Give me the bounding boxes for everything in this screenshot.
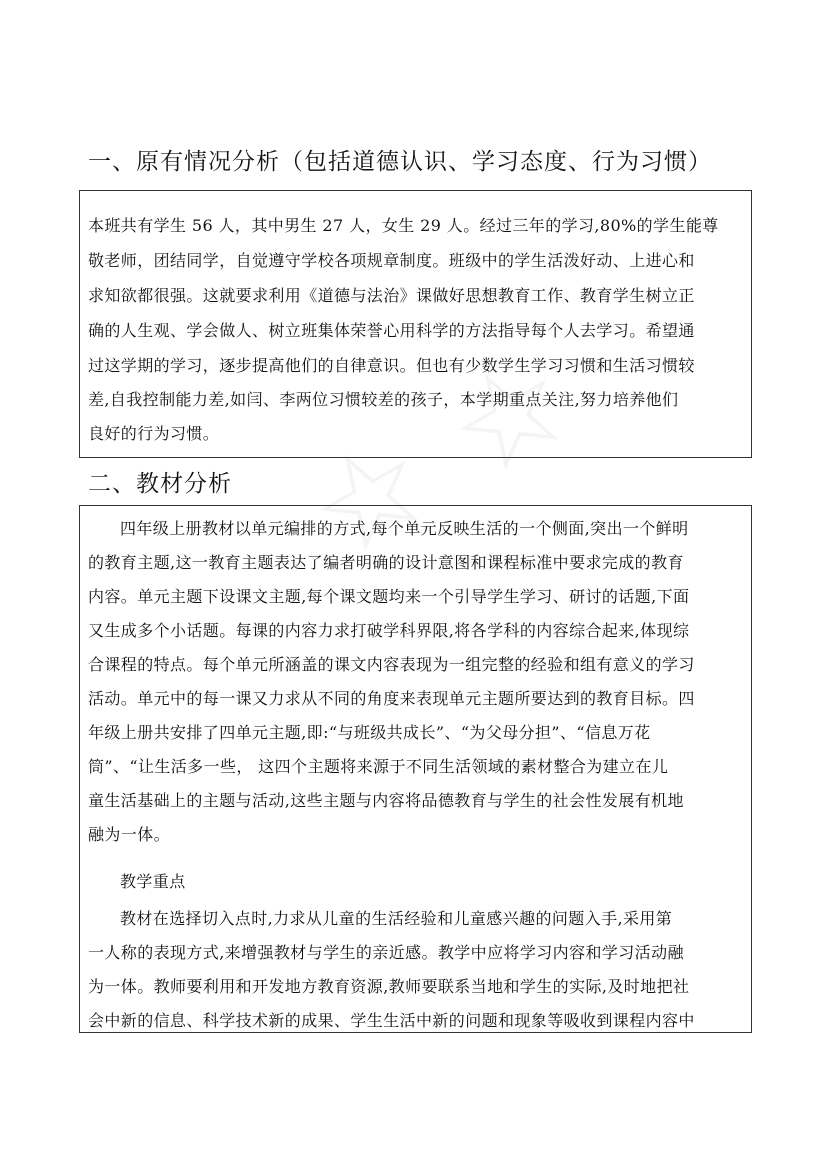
paragraph-line: 筒”、“让生活多一些， 这四个主题将来源于不同生活领域的素材整合为建立在儿: [88, 757, 669, 776]
paragraph-line: 活动。单元中的每一课又力求从不同的角度来表现单元主题所要达到的教育目标。四: [88, 689, 695, 708]
section-1-heading: 一、原有情况分析（包括道德认识、学习态度、行为习惯）: [88, 149, 712, 175]
paragraph-line: 四年级上册教材以单元编排的方式,每个单元反映生活的一个侧面,突出一个鲜明: [120, 519, 689, 538]
paragraph-line: 求知欲都很强。这就要求利用《道德与法治》课做好思想教育工作、教育学生树立正: [88, 286, 695, 305]
section-1-textbox: [79, 190, 752, 458]
paragraph-line: 差,自我控制能力差,如闫、李两位习惯较差的孩子，本学期重点关注,努力培养他们: [88, 390, 679, 409]
paragraph-line: 良好的行为习惯。: [88, 424, 220, 443]
paragraph-line: 合课程的特点。每个单元所涵盖的课文内容表现为一组完整的经验和组有意义的学习: [88, 655, 695, 674]
paragraph-line: 确的人生观、学会做人、树立班集体荣誉心用科学的方法指导每个人去学习。希望通: [88, 321, 695, 340]
paragraph-line: 敬老师，团结同学，自觉遵守学校各项规章制度。班级中的学生活泼好动、上进心和: [88, 251, 695, 270]
paragraph-line: 的教育主题,这一教育主题表达了编者明确的设计意图和课程标准中要求完成的教育: [88, 553, 684, 572]
paragraph-line: 内容。单元主题下设课文主题,每个课文题均来一个引导学生学习、研讨的话题,下面: [88, 587, 690, 606]
paragraph-line: 过这学期的学习，逐步提高他们的自律意识。但也有少数学生学习习惯和生活习惯较: [88, 356, 695, 375]
paragraph-line: 又生成多个小话题。每课的内容力求打破学科界限,将各学科的内容综合起来,体现综: [88, 621, 690, 640]
section-2-heading: 二、教材分析: [88, 471, 232, 497]
paragraph-line: 本班共有学生 56 人，其中男生 27 人，女生 29 人。经过三年的学习,80%的学生能尊: [88, 216, 719, 235]
paragraph-line: 童生活基础上的主题与活动,这些主题与内容将品德教育与学生的社会性发展有机地: [88, 791, 684, 810]
paragraph-line: 为一体。教师要利用和开发地方教育资源,教师要联系当地和学生的实际,及时地把社: [88, 977, 690, 996]
paragraph-line: 教材在选择切入点时,力求从儿童的生活经验和儿童感兴趣的问题入手,采用第: [120, 909, 673, 928]
paragraph-line: 会中新的信息、科学技术新的成果、学生生活中新的问题和现象等吸收到课程内容中: [88, 1011, 695, 1030]
paragraph-line: 融为一体。: [88, 825, 171, 844]
subheading-teaching-focus: 教学重点: [120, 872, 186, 891]
paragraph-line: 一人称的表现方式,来增强教材与学生的亲近感。教学中应将学习内容和学习活动融: [88, 943, 684, 962]
section-2-textbox: [79, 505, 752, 1033]
paragraph-line: 年级上册共安排了四单元主题,即:“与班级共成长”、“为父母分担”、“信息万花: [88, 723, 651, 742]
